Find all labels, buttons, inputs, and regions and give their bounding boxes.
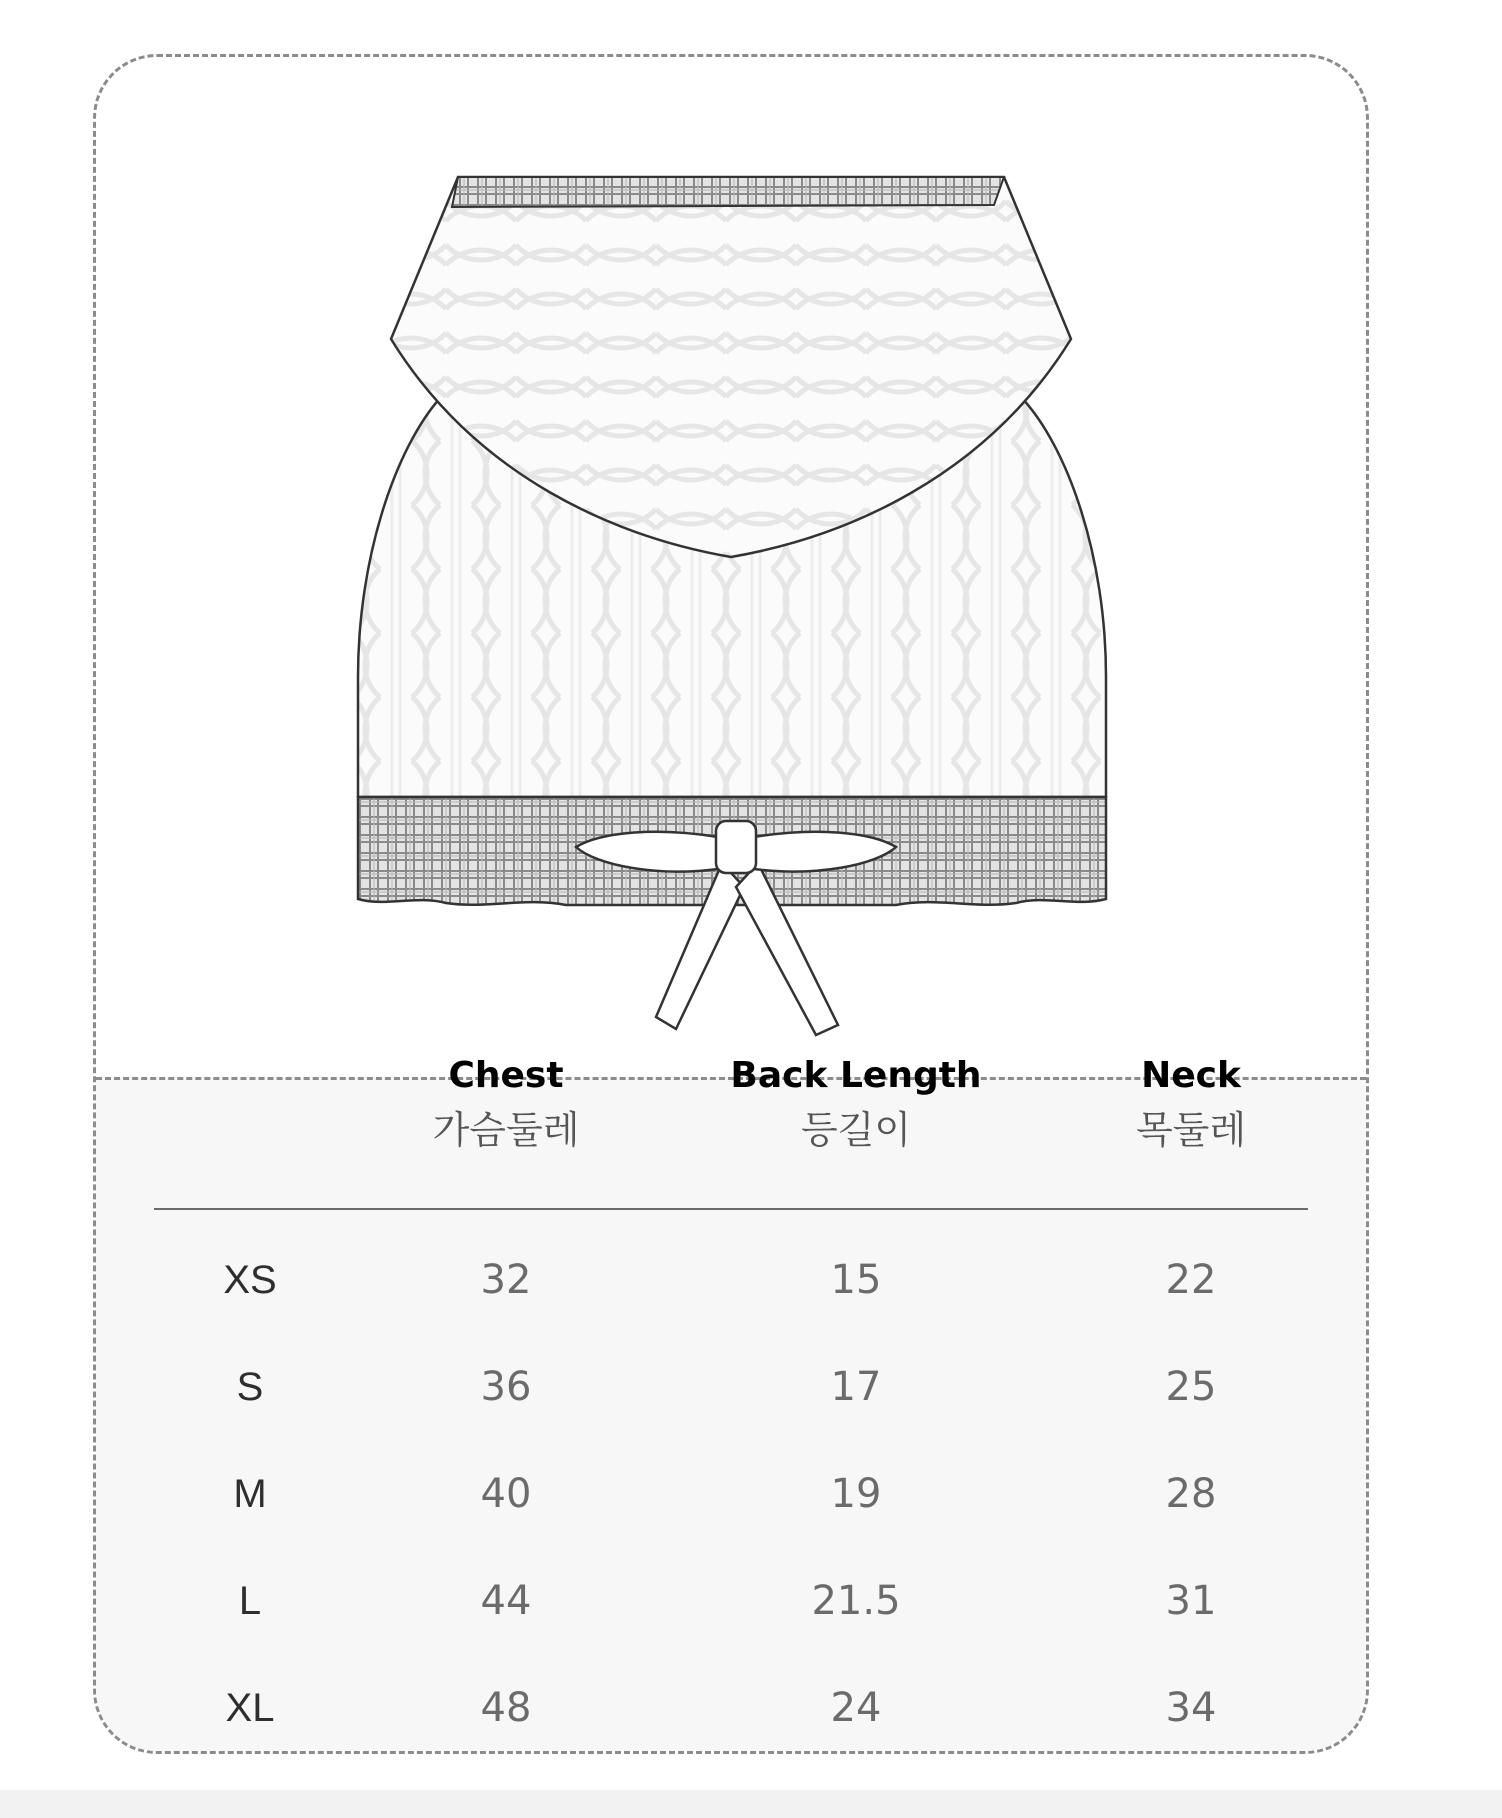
chest-value: 36	[480, 1364, 532, 1410]
neck-value: 31	[1165, 1578, 1217, 1624]
column-header-ko: 가슴둘레	[432, 1108, 580, 1152]
back-length-value: 15	[830, 1257, 882, 1303]
neck-value: 25	[1165, 1364, 1217, 1410]
back-length-value: 19	[830, 1471, 882, 1517]
back-length-value: 24	[830, 1685, 882, 1731]
size-label: L	[238, 1579, 262, 1623]
chest-value: 44	[480, 1578, 532, 1624]
table-row	[96, 1357, 1366, 1417]
neck-value: 34	[1165, 1685, 1217, 1731]
table-row	[96, 1678, 1366, 1738]
column-header-neck	[1031, 1055, 1351, 1152]
hooded-sweater-back-icon	[96, 57, 1366, 1077]
size-label: XL	[225, 1686, 275, 1730]
column-header-ko: 목둘레	[1135, 1108, 1247, 1152]
column-header-chest	[346, 1055, 666, 1152]
chest-value: 32	[480, 1257, 532, 1303]
size-chart-card	[93, 54, 1369, 1754]
size-label: XS	[223, 1258, 277, 1302]
column-header-en: Back Length	[730, 1055, 982, 1096]
back-length-value: 17	[830, 1364, 882, 1410]
table-row	[96, 1571, 1366, 1631]
back-length-value: 21.5	[811, 1578, 901, 1624]
size-label: S	[236, 1365, 264, 1409]
column-header-ko: 등길이	[800, 1108, 912, 1152]
chest-value: 48	[480, 1685, 532, 1731]
size-table	[96, 1055, 1366, 1754]
table-row	[96, 1464, 1366, 1524]
column-header-en: Chest	[448, 1055, 564, 1096]
table-row	[96, 1250, 1366, 1310]
chest-value: 40	[480, 1471, 532, 1517]
neck-value: 22	[1165, 1257, 1217, 1303]
header-divider	[154, 1208, 1308, 1210]
page-bottom-band	[0, 1790, 1502, 1818]
neck-value: 28	[1165, 1471, 1217, 1517]
column-header-back-length	[696, 1055, 1016, 1152]
column-header-en: Neck	[1141, 1055, 1241, 1096]
size-label: M	[233, 1472, 267, 1516]
